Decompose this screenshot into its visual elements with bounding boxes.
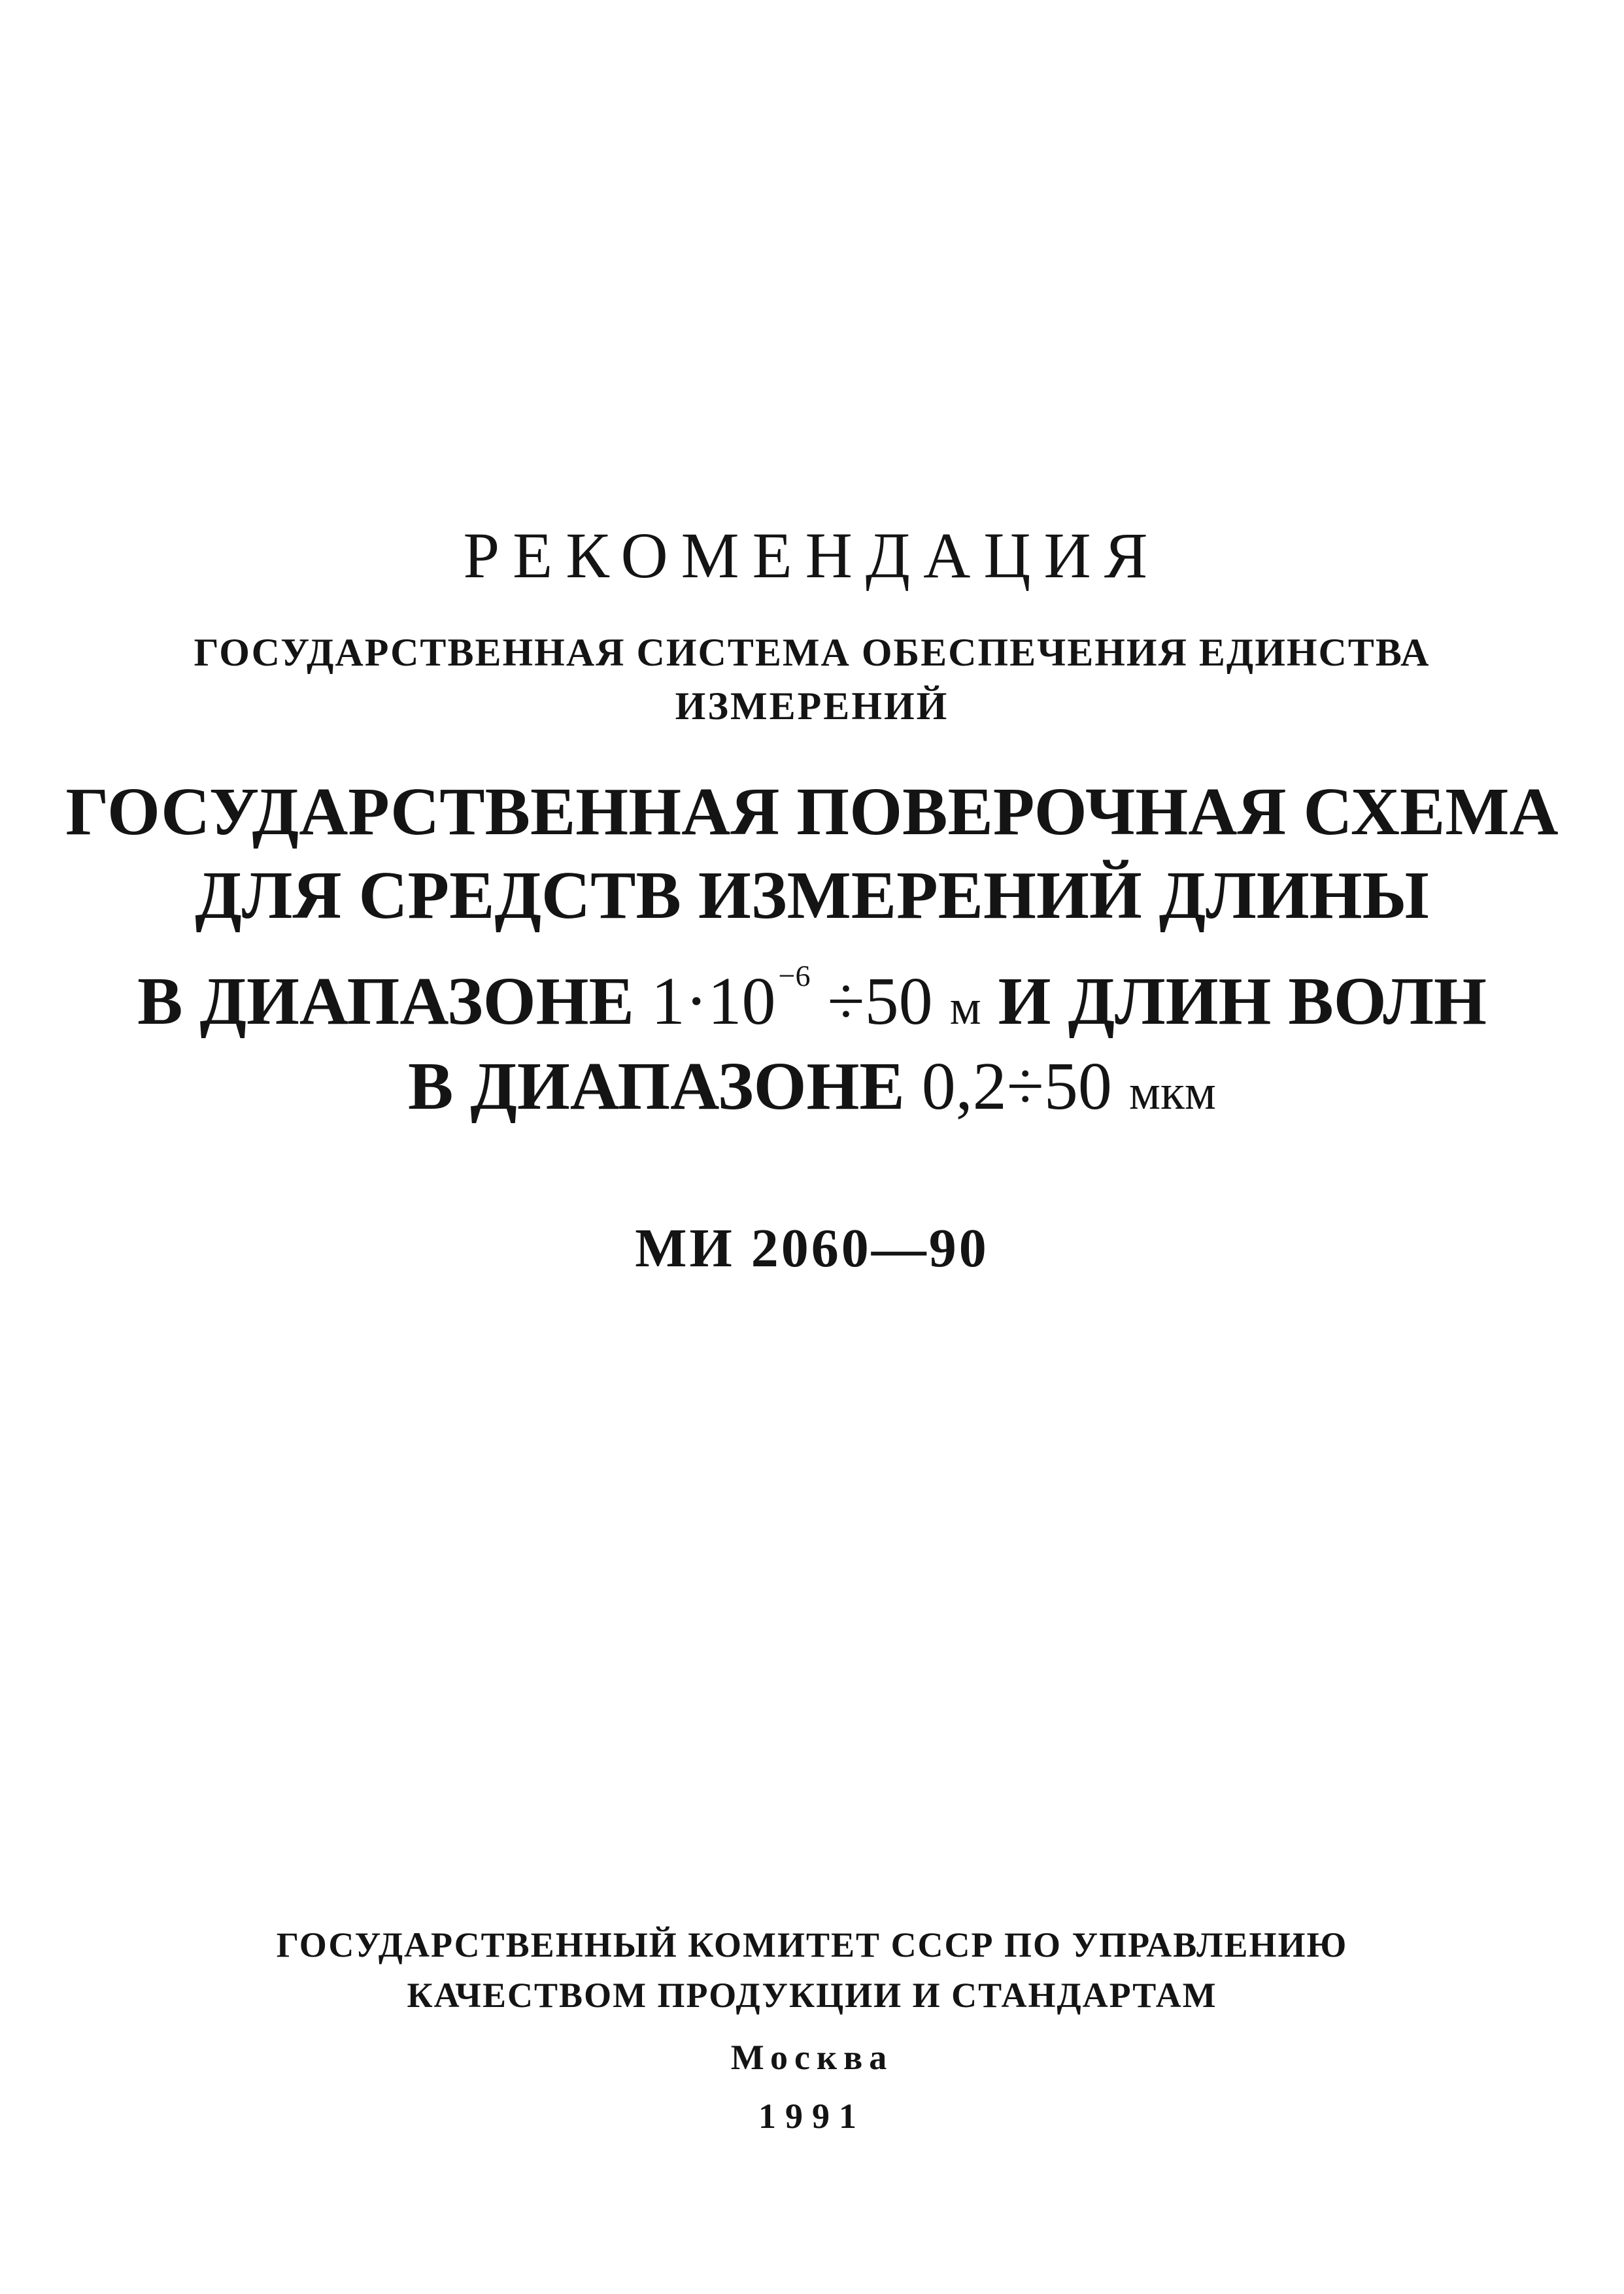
length-range-exponent: −6 [778,959,811,992]
title-line-4-prefix: В ДИАПАЗОНЕ [408,1049,922,1124]
length-range-end: ÷50 [810,964,950,1039]
document-code: МИ 2060—90 [635,1218,989,1279]
length-unit: м [949,980,981,1035]
title-line-1: ГОСУДАРСТВЕННАЯ ПОВЕРОЧНАЯ СХЕМА [65,774,1559,849]
publication-city: Москва [730,2038,894,2077]
wavelength-range: 0,2÷50 [921,1049,1129,1124]
publication-year: 1991 [758,2097,866,2136]
wavelength-unit: мкм [1128,1065,1216,1120]
system-name-line-2: ИЗМЕРЕНИЙ [675,684,949,728]
length-range-start: 1·10 [651,964,776,1039]
title-line-3-prefix: В ДИАПАЗОНЕ [137,964,651,1039]
title-line-3-suffix: И ДЛИН ВОЛН [981,964,1487,1039]
system-name-line-1: ГОСУДАРСТВЕННАЯ СИСТЕМА ОБЕСПЕЧЕНИЯ ЕДИНСТВА [194,631,1430,674]
publisher-line-1: ГОСУДАРСТВЕННЫЙ КОМИТЕТ СССР ПО УПРАВЛЕНИЮ [276,1925,1348,1965]
document-type: РЕКОМЕНДАЦИЯ [463,519,1161,592]
title-line-2: ДЛЯ СРЕДСТВ ИЗМЕРЕНИЙ ДЛИНЫ [195,858,1429,933]
publisher-line-2: КАЧЕСТВОМ ПРОДУКЦИИ И СТАНДАРТАМ [407,1976,1217,2015]
title-line-3 [0,959,1624,1039]
title-line-4 [0,1049,1624,1124]
